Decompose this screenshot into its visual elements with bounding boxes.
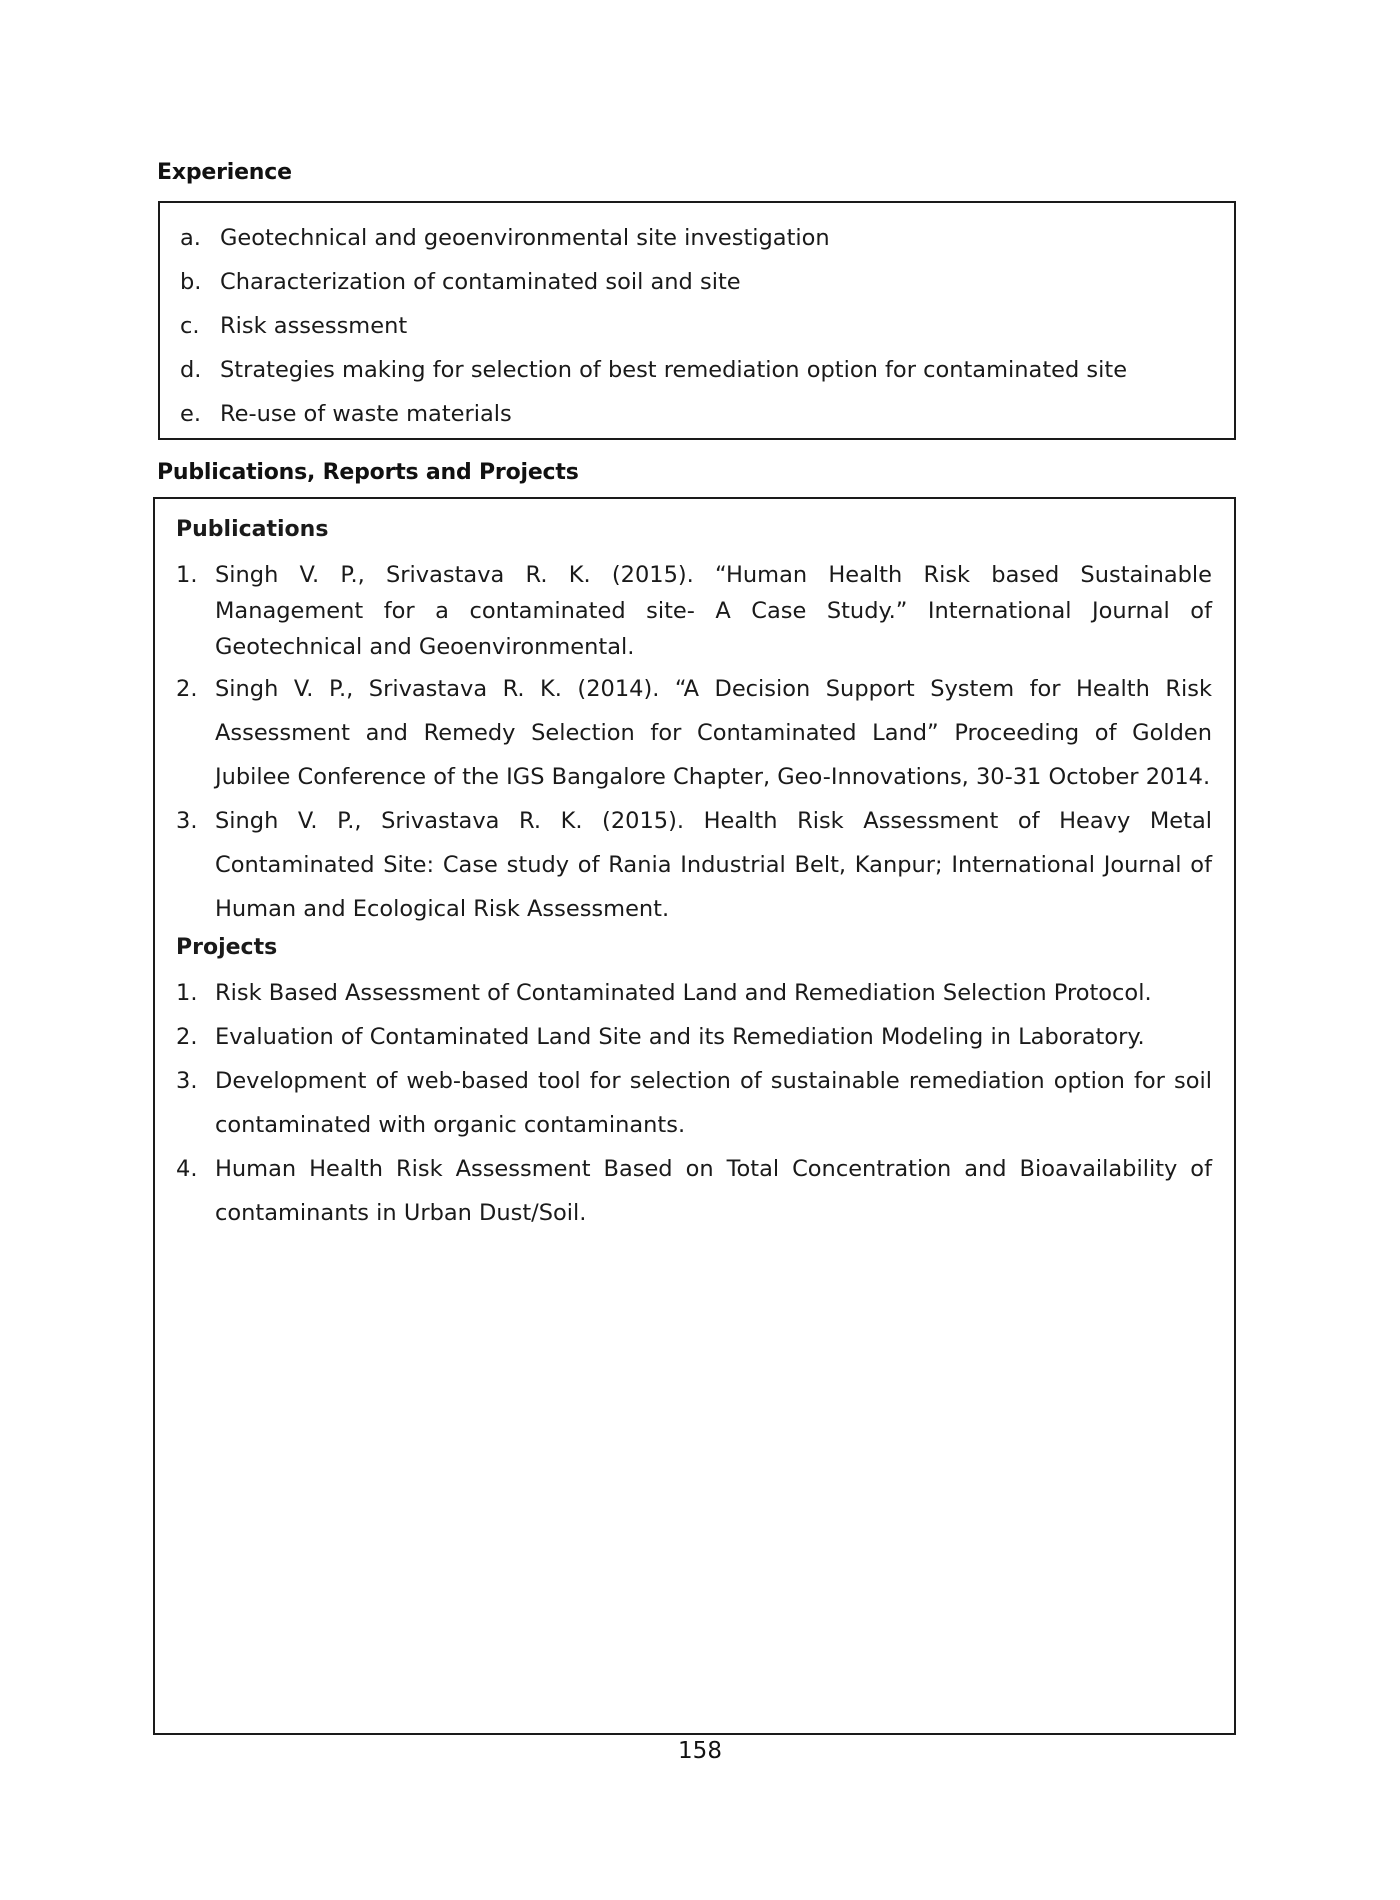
list-marker: 1.	[176, 980, 198, 1006]
list-marker: d.	[180, 357, 202, 383]
publication-item	[176, 557, 1212, 665]
experience-list	[180, 216, 1214, 436]
experience-box	[158, 201, 1236, 440]
projects-list	[176, 971, 1212, 1235]
list-item-text: Characterization of contaminated soil and site	[220, 269, 741, 295]
experience-item	[180, 304, 1214, 348]
project-text: Development of web-based tool for selection of sustainable remediation option for soil contaminated with organic contaminants.	[215, 1068, 1212, 1138]
publication-item	[176, 667, 1212, 799]
page-number: 158	[678, 1738, 722, 1764]
publications-box	[153, 497, 1236, 1735]
publications-list	[176, 557, 1212, 931]
list-item-text: Risk assessment	[220, 313, 408, 339]
project-text: Human Health Risk Assessment Based on Total Concentration and Bioavailability of contaminants in Urban Dust/Soil.	[215, 1156, 1212, 1226]
projects-subheading: Projects	[176, 935, 278, 960]
list-marker: a.	[180, 225, 201, 251]
experience-item	[180, 216, 1214, 260]
list-item-text: Geotechnical and geoenvironmental site investigation	[220, 225, 830, 251]
publication-text: Singh V. P., Srivastava R. K. (2015). “Human Health Risk based Sustainable Management for a contaminated site- A Case Study.” International Journal of Geotechnical and Geoenvironmental.	[215, 562, 1212, 660]
publication-text: Singh V. P., Srivastava R. K. (2015). Health Risk Assessment of Heavy Metal Contaminated Site: Case study of Rania Industrial Belt, Kanpur; International Journal of Human and Ecological Risk Assessment.	[215, 808, 1212, 922]
list-marker: 2.	[176, 676, 198, 702]
publications-section-heading: Publications, Reports and Projects	[157, 460, 579, 485]
list-marker: 4.	[176, 1156, 198, 1182]
experience-item	[180, 260, 1214, 304]
experience-item	[180, 348, 1214, 392]
list-marker: 2.	[176, 1024, 198, 1050]
project-item	[176, 971, 1212, 1015]
experience-heading: Experience	[157, 160, 292, 185]
list-marker: b.	[180, 269, 202, 295]
list-marker: 3.	[176, 808, 198, 834]
list-marker: 1.	[176, 562, 198, 588]
list-marker: 3.	[176, 1068, 198, 1094]
project-text: Risk Based Assessment of Contaminated Land and Remediation Selection Protocol.	[215, 980, 1152, 1006]
project-item	[176, 1059, 1212, 1147]
list-item-text: Strategies making for selection of best remediation option for contaminated site	[220, 357, 1128, 383]
list-marker: e.	[180, 401, 201, 427]
experience-item	[180, 392, 1214, 436]
publications-subheading: Publications	[176, 517, 329, 542]
list-item-text: Re-use of waste materials	[220, 401, 512, 427]
publication-text: Singh V. P., Srivastava R. K. (2014). “A Decision Support System for Health Risk Assessment and Remedy Selection for Contaminated Land” Proceeding of Golden Jubilee Conference of the IGS Bangalore Chapter, Geo-Innovations, 30-31 October 2014.	[215, 676, 1212, 790]
project-text: Evaluation of Contaminated Land Site and its Remediation Modeling in Laboratory.	[215, 1024, 1145, 1050]
project-item	[176, 1015, 1212, 1059]
list-marker: c.	[180, 313, 200, 339]
project-item	[176, 1147, 1212, 1235]
publication-item	[176, 799, 1212, 931]
